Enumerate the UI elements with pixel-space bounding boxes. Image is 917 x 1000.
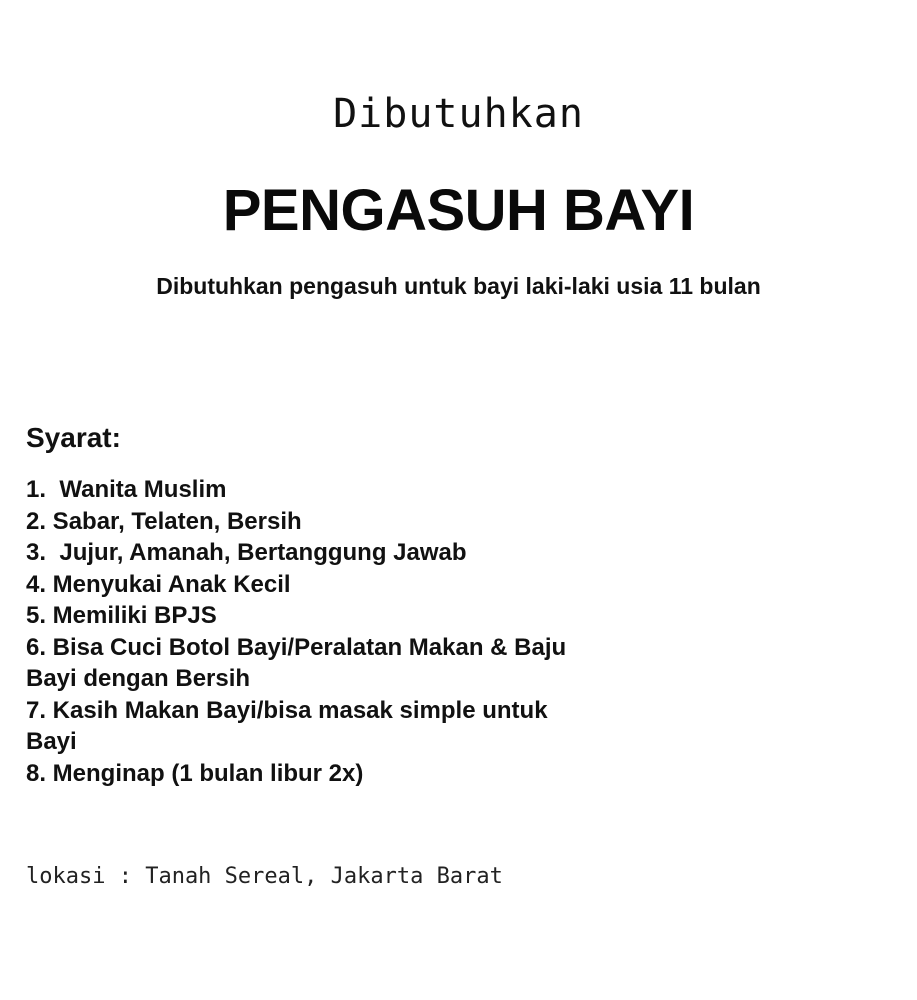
poster-subtitle: Dibutuhkan pengasuh untuk bayi laki-laki usia 11 bulan [156,273,761,299]
requirement-item: 2. Sabar, Telaten, Bersih [26,507,302,535]
requirements-heading: Syarat: [26,422,121,453]
poster-eyebrow: Dibutuhkan [333,91,584,137]
poster-title: PENGASUH BAYI [222,178,695,243]
requirement-item: 5. Memiliki BPJS [26,602,217,629]
requirement-item: 4. Menyukai Anak Kecil [26,570,291,598]
location-text: lokasi : Tanah Sereal, Jakarta Barat [26,864,503,889]
requirement-item: 8. Menginap (1 bulan libur 2x) [26,759,364,787]
requirements-list [26,474,666,789]
requirement-item: 1. Wanita Muslim [26,476,227,503]
requirement-item: 7. Kasih Makan Bayi/bisa masak simple untuk Bayi [26,696,548,755]
requirement-item: 3. Jujur, Amanah, Bertanggung Jawab [26,539,467,566]
requirement-item: 6. Bisa Cuci Botol Bayi/Peralatan Makan & Baju Bayi dengan Bersih [26,633,567,692]
